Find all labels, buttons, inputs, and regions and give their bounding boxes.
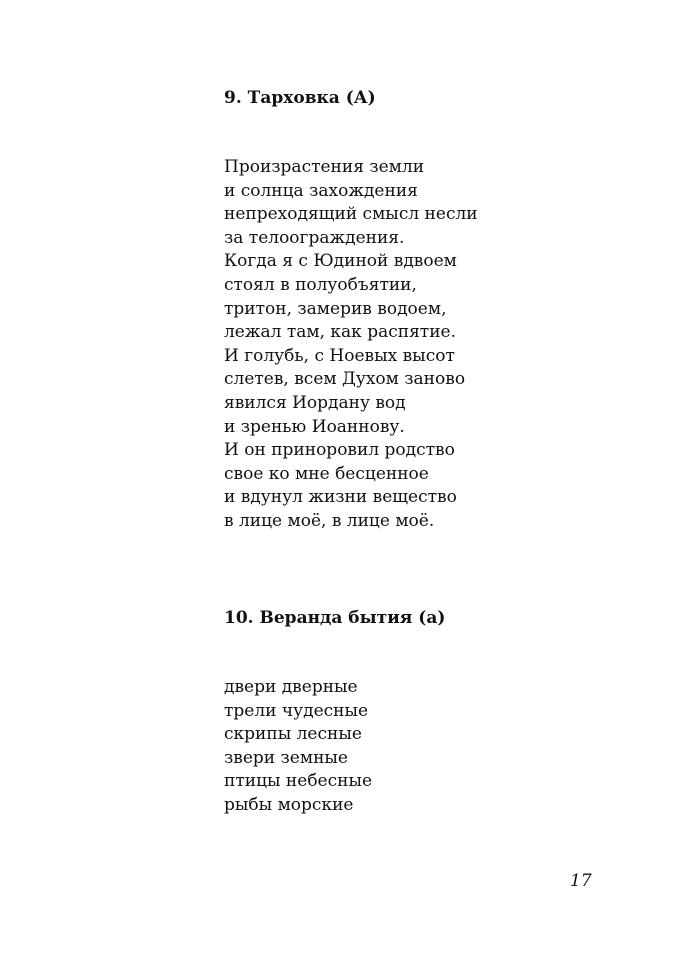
poem-line: за телоограждения. [224, 227, 405, 248]
poem-title: 10. Веранда бытия (а) [224, 608, 446, 628]
poem-body [224, 676, 372, 818]
poem-line: в лице моё, в лице моё. [224, 510, 435, 531]
poem-line: птицы небесные [224, 771, 373, 792]
poem-line: лежал там, как распятие. [224, 322, 456, 343]
poem-line: стоял в полуобъятии, [224, 274, 417, 295]
poem-line: И он приноровил родство [224, 440, 455, 461]
poem-line: свое ко мне бесценное [224, 463, 429, 484]
poem-line: непреходящий смысл несли [224, 204, 478, 225]
poem-line: явился Иордану вод [224, 392, 406, 413]
poem-line: звери земные [224, 747, 348, 768]
poem-line: тритон, замерив водоем, [224, 298, 447, 319]
poem-line: и вдунул жизни вещество [224, 487, 457, 508]
poem-line: рыбы морские [224, 794, 354, 815]
poem-line: скрипы лесные [224, 724, 362, 745]
poem-body [224, 156, 478, 534]
poem-line: Произрастения земли [224, 157, 425, 177]
poem-line: и солнца захождения [224, 180, 418, 201]
poem-line: двери дверные [224, 677, 358, 697]
poem-line: слетев, всем Духом заново [224, 369, 466, 390]
poem-line: Когда я с Юдиной вдвоем [224, 251, 457, 272]
poem-line: И голубь, с Ноевых высот [224, 345, 455, 366]
poem-line: и зренью Иоаннову. [224, 416, 405, 437]
poem-line: трели чудесные [224, 700, 369, 721]
page-number: 17 [570, 871, 592, 891]
poem-title: 9. Тарховка (А) [224, 88, 376, 108]
